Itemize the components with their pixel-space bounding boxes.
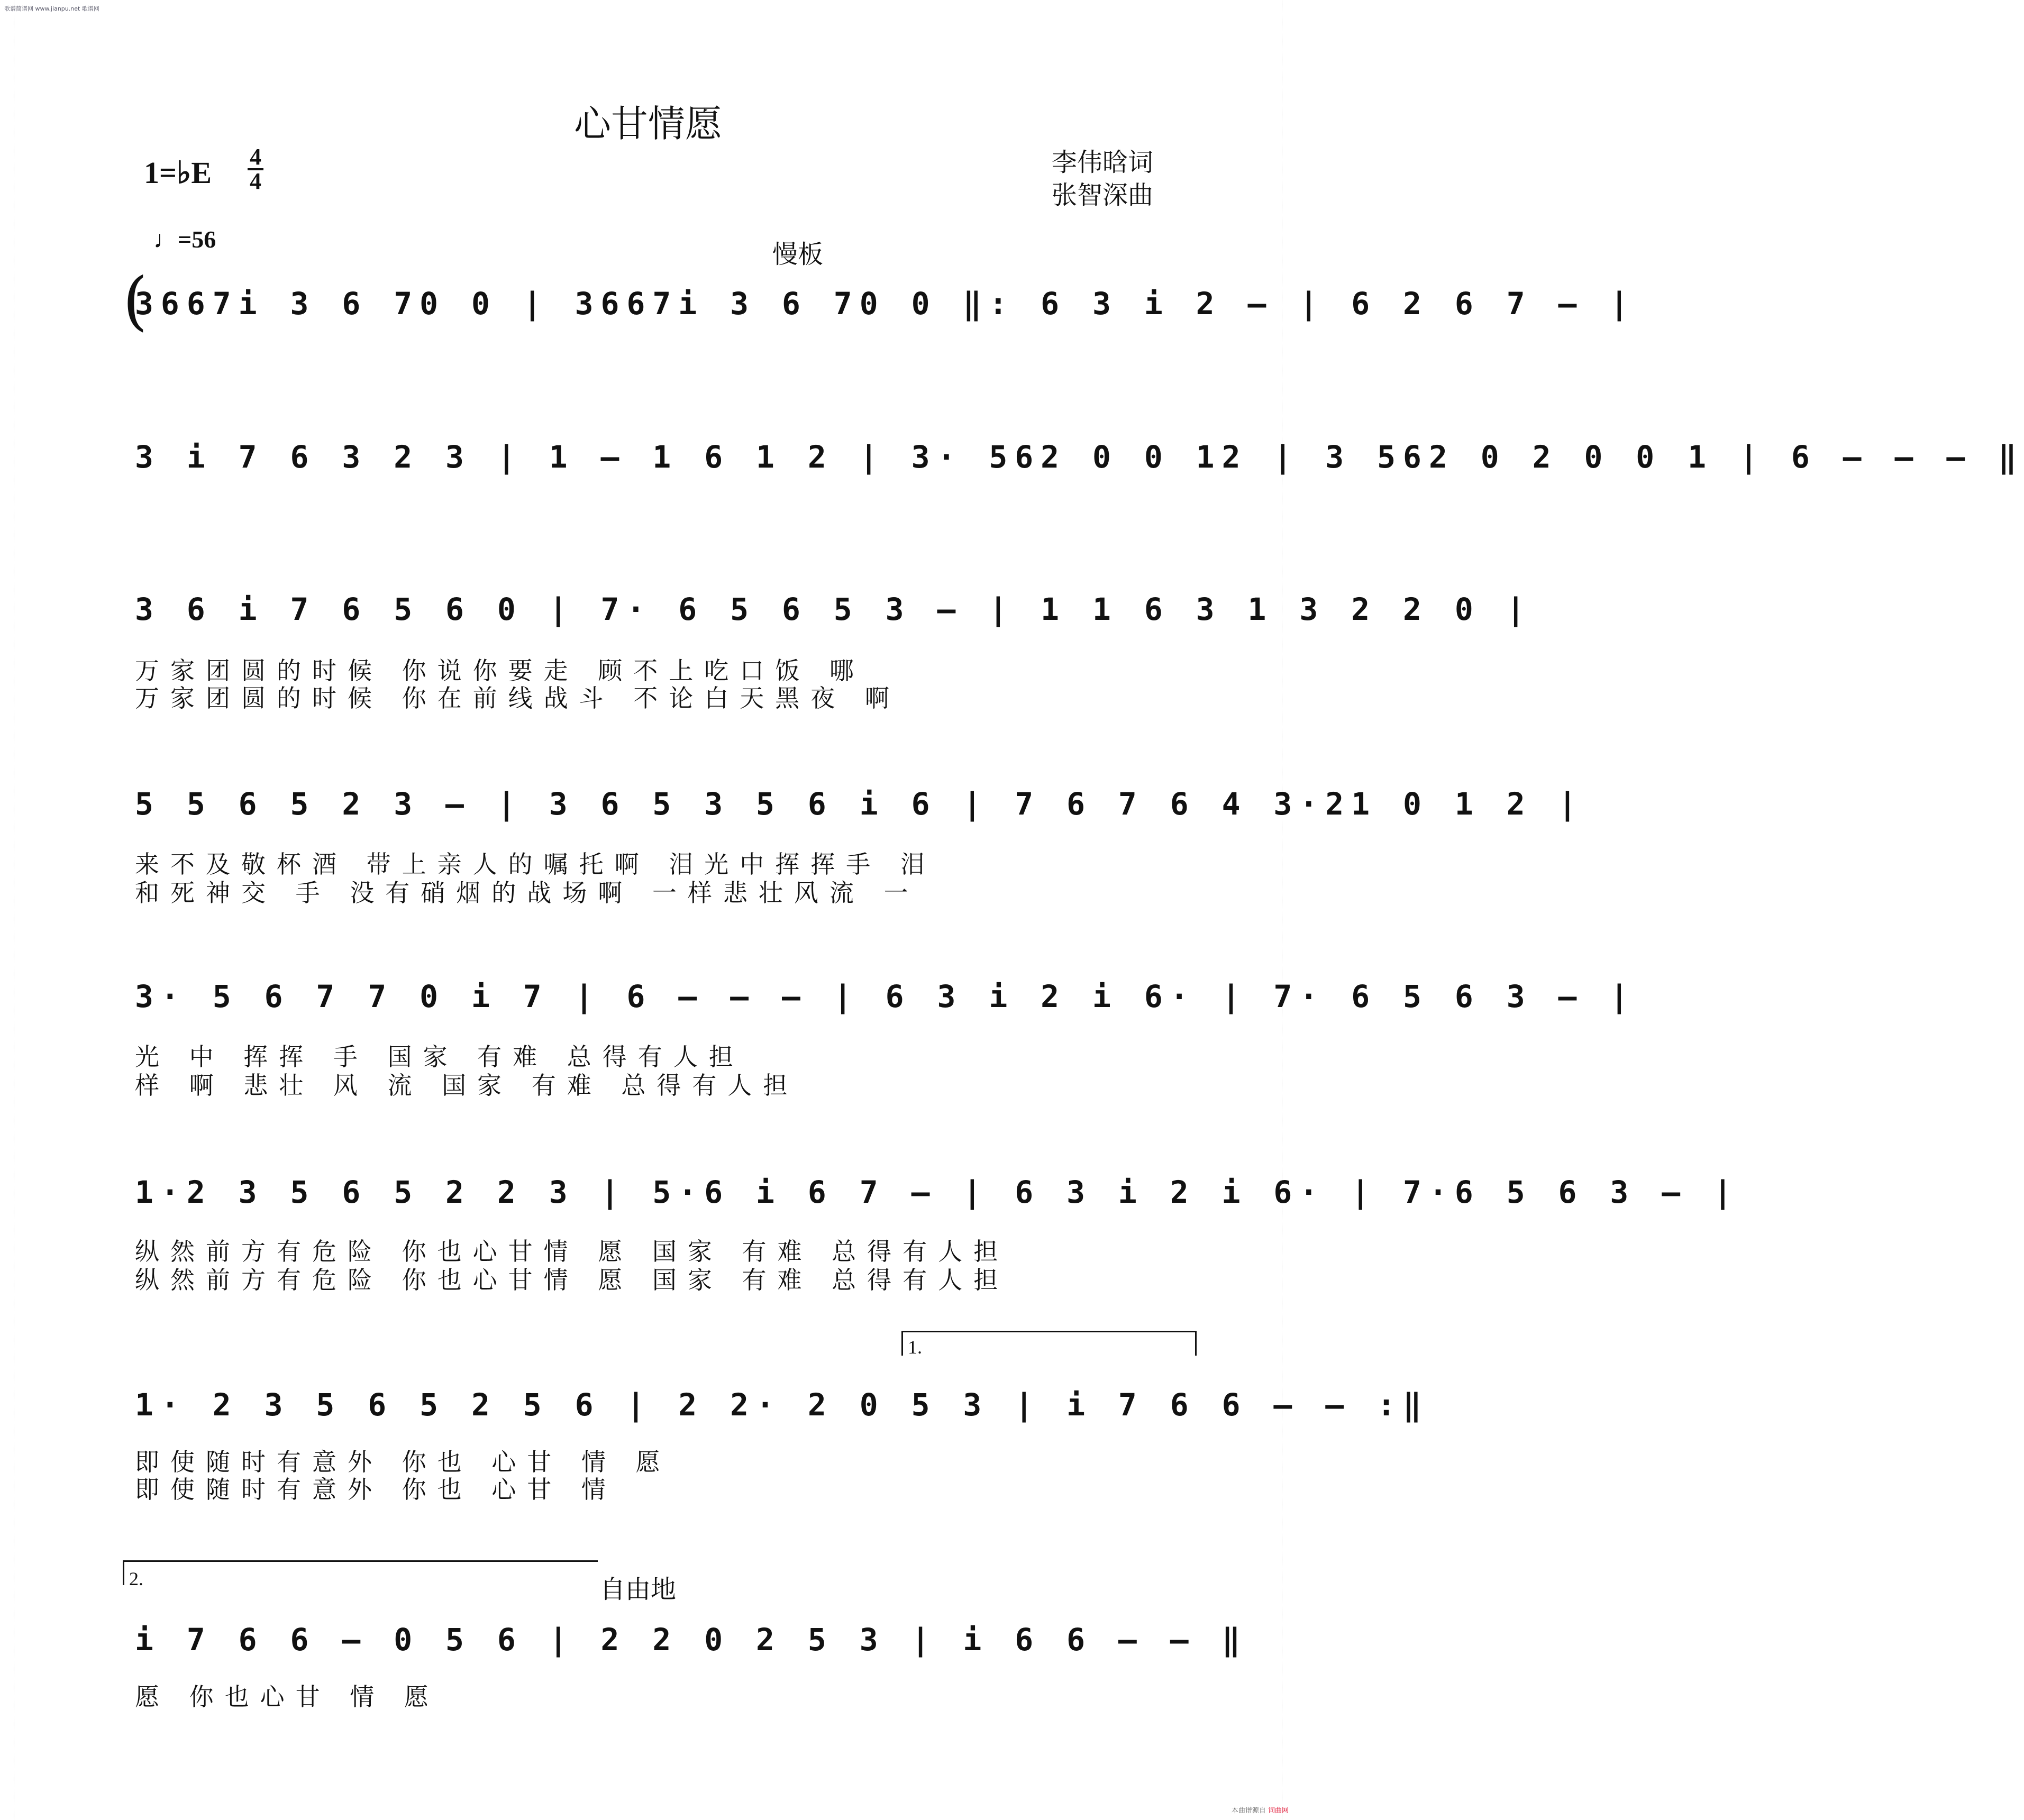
system-brace: ( xyxy=(123,264,148,338)
first-ending-bracket xyxy=(901,1331,1197,1356)
time-signature xyxy=(248,144,263,194)
first-ending-label: 1. xyxy=(908,1337,922,1358)
staff-notes: 5 5 6 5 2 3 – | 3 6 5 3 5 6 i 6 | 7 6 7 6 4 3·21 0 1 2 | xyxy=(135,786,1584,822)
lyrics-verse-2: 和死神交 手 没有硝烟的战场啊 一样悲壮风流 一 xyxy=(135,879,919,907)
time-signature-top: 4 xyxy=(250,144,261,170)
footer-source xyxy=(1232,1805,1289,1815)
staff-line-1 xyxy=(135,286,1636,344)
lyrics-verse-1: 即使随时有意外 你也 心甘 情 愿 xyxy=(135,1448,671,1476)
ziyoudi-marking: 自由地 xyxy=(600,1575,677,1604)
staff-line-7 xyxy=(135,1387,1429,1445)
left-margin-watermark-strip xyxy=(4,0,14,1820)
second-ending-label: 2. xyxy=(129,1568,143,1589)
staff-notes: 3 6 i 7 6 5 6 0 | 7· 6 5 6 5 3 – | 1 1 6 3 1 3 2 2 0 | xyxy=(135,591,1533,627)
staff-line-4 xyxy=(135,786,1584,844)
manban-marking: 慢板 xyxy=(772,240,824,269)
right-margin-watermark-strip xyxy=(1282,0,1292,1820)
second-ending-bracket xyxy=(123,1560,598,1585)
lyrics-verse-2: 即使随时有意外 你也 心甘 情 xyxy=(135,1475,617,1504)
staff-line-8 xyxy=(135,1622,1248,1680)
top-note: 歌谱简谱网 www.jianpu.net 歌谱网 xyxy=(4,5,99,12)
footer-text: 本曲谱源自 xyxy=(1231,1807,1266,1815)
staff-line-6 xyxy=(135,1174,1739,1232)
staff-notes: 3 i 7 6 3 2 3 | 1 – 1 6 1 2 | 3· 562 0 0 12 | 3 562 0 2 0 0 1 | 6 – – – ‖ xyxy=(135,439,2024,475)
lyrics-verse-1: 愿 你也心甘 情 愿 xyxy=(135,1682,440,1711)
staff-notes: i 7 6 6 – 0 5 6 | 2 2 0 2 5 3 | i 6 6 – – ‖ xyxy=(135,1622,1248,1658)
footer-brand: 词曲网 xyxy=(1268,1807,1289,1815)
key-signature: 1=♭E xyxy=(144,156,212,190)
tempo-marking: ♩=56 xyxy=(153,226,216,253)
staff-notes: 1· 2 3 5 6 5 2 5 6 | 2 2· 2 0 5 3 | i 7 6 6 – – :‖ xyxy=(135,1387,1429,1423)
lyrics-verse-1: 光 中 挥挥 手 国家 有难 总得有人担 xyxy=(135,1042,744,1071)
lyrics-verse-2: 纵然前方有危险 你也心甘情 愿 国家 有难 总得有人担 xyxy=(135,1266,1009,1294)
time-signature-bottom: 4 xyxy=(250,168,261,194)
staff-notes: 3· 5 6 7 7 0 i 7 | 6 – – – | 6 3 i 2 i 6· | 7· 6 5 6 3 – | xyxy=(135,978,1636,1014)
lyrics-verse-2: 万家团圆的时候 你在前线战斗 不论白天黑夜 啊 xyxy=(135,684,900,712)
lyrics-verse-2: 样 啊 悲壮 风 流 国家 有难 总得有人担 xyxy=(135,1071,799,1100)
staff-notes: 3667i 3 6 70 0 | 3667i 3 6 70 0 ‖: 6 3 i 2 – | 6 2 6 7 – | xyxy=(135,286,1636,322)
staff-line-2 xyxy=(135,439,2024,497)
staff-notes: 1·2 3 5 6 5 2 2 3 | 5·6 i 6 7 – | 6 3 i 2 i 6· | 7·6 5 6 3 – | xyxy=(135,1174,1739,1210)
lyrics-verse-1: 来不及敬杯酒 带上亲人的嘱托啊 泪光中挥挥手 泪 xyxy=(135,850,936,879)
lyrics-verse-1: 万家团圆的时候 你说你要走 顾不上吃口饭 哪 xyxy=(135,656,865,685)
staff-line-5 xyxy=(135,978,1636,1037)
lyricist-credit: 李伟晗词 xyxy=(1051,148,1153,177)
lyrics-verse-1: 纵然前方有危险 你也心甘情 愿 国家 有难 总得有人担 xyxy=(135,1237,1009,1266)
staff-line-3 xyxy=(135,591,1533,650)
song-title: 心甘情愿 xyxy=(574,102,722,145)
composer-credit: 张智深曲 xyxy=(1051,180,1153,210)
